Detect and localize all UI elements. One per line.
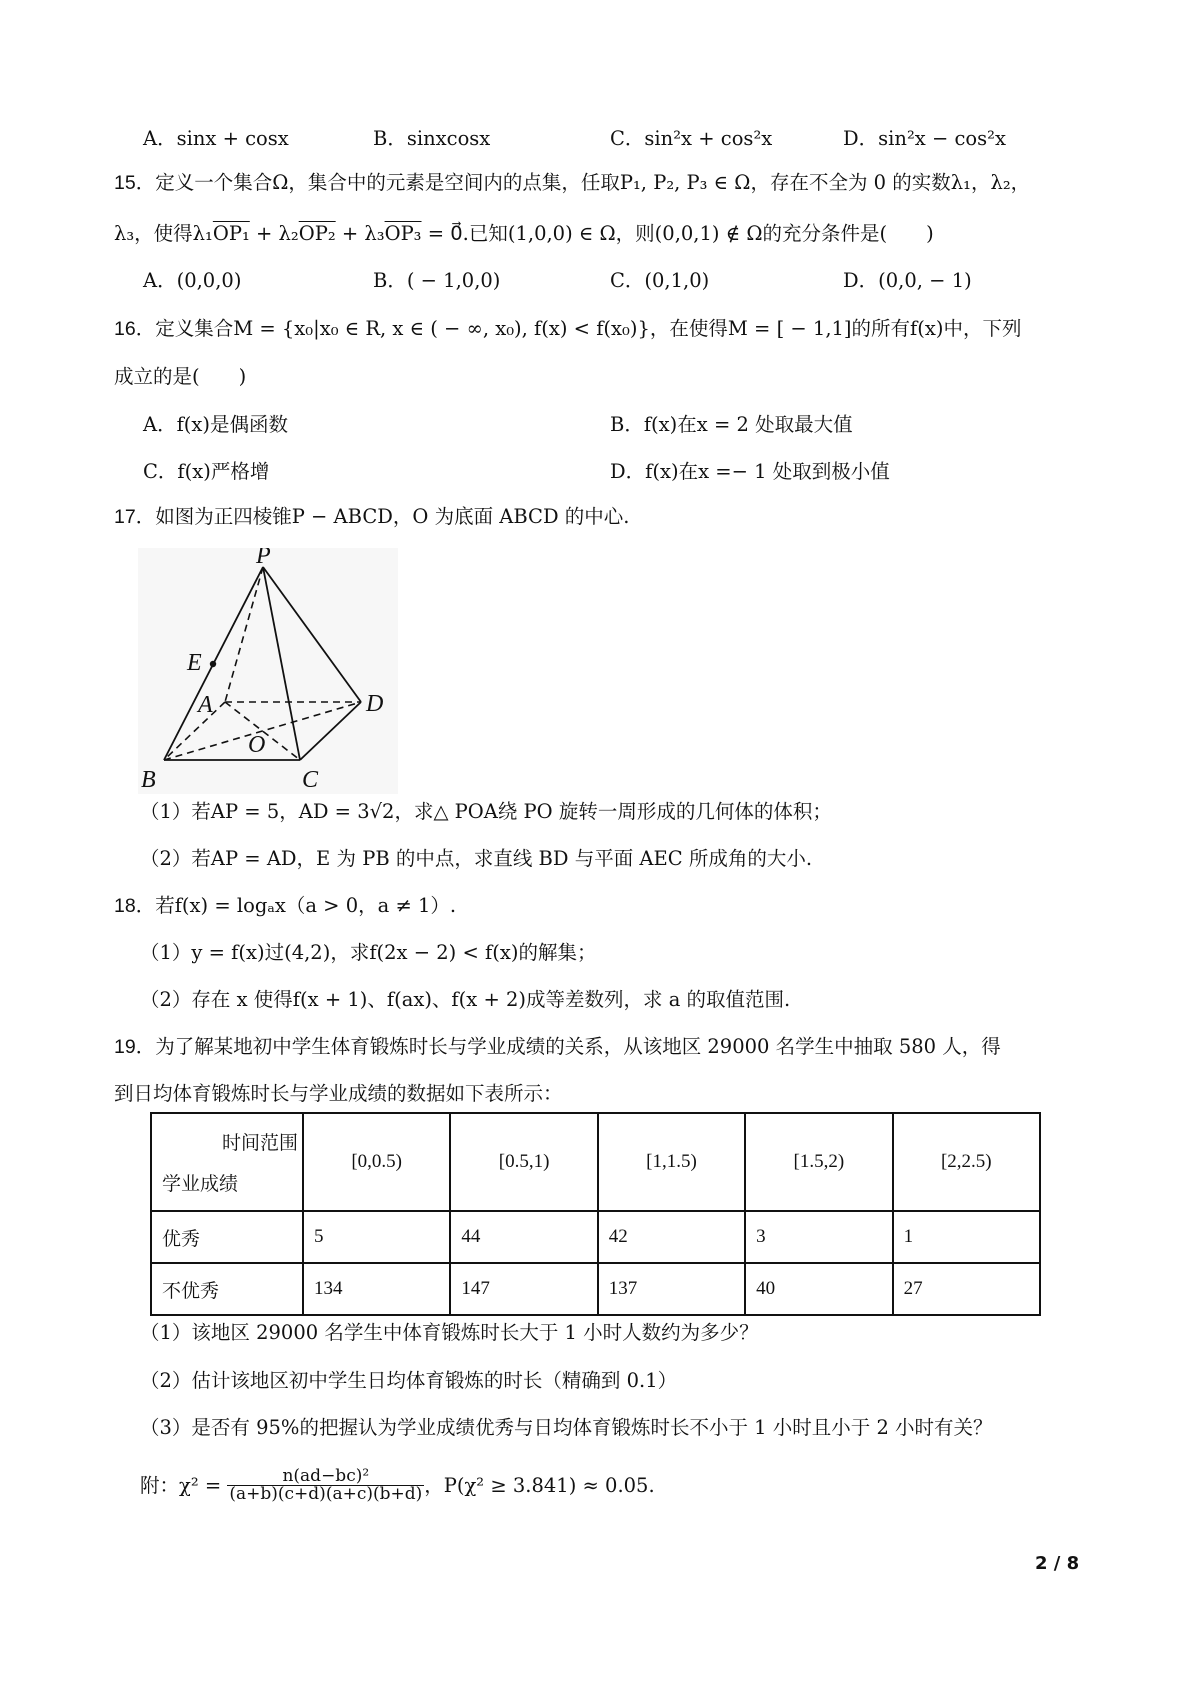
question-number: 18． — [114, 895, 156, 917]
option-text: (0,0, − 1) — [878, 269, 972, 292]
q19-stem-line2 — [114, 1081, 563, 1107]
option-label: D． — [843, 269, 879, 292]
q19-stem-line1 — [114, 1034, 1001, 1060]
column-header: [0,0.5) — [303, 1113, 450, 1211]
table-row — [151, 1263, 1040, 1315]
option-text: ( − 1,0,0) — [406, 269, 501, 292]
chi-square-appendix — [140, 1468, 655, 1503]
q16-option-c — [143, 459, 269, 485]
table-cell: 42 — [598, 1211, 745, 1263]
vector-op3: OP₃ — [384, 222, 422, 245]
column-header: [0.5,1) — [450, 1113, 597, 1211]
option-text: sin²x + cos²x — [644, 127, 773, 150]
q16-stem-line2 — [114, 364, 246, 390]
option-label: A． — [143, 413, 177, 436]
data-table — [150, 1112, 1041, 1316]
formula-denominator: (a+b)(c+d)(a+c)(b+d) — [229, 1484, 423, 1504]
question-number: 16． — [114, 318, 156, 340]
q19-sub2 — [140, 1368, 677, 1394]
q17-sub1 — [140, 799, 832, 825]
pyramid-figure — [138, 548, 398, 794]
question-number: 17． — [114, 506, 156, 528]
row-label: 优秀 — [151, 1211, 303, 1263]
label-e: E — [187, 650, 202, 676]
option-text: (0,1,0) — [644, 269, 710, 292]
table-cell: 3 — [745, 1211, 892, 1263]
q15-option-d — [843, 268, 972, 294]
row-label: 不优秀 — [151, 1263, 303, 1315]
label-p: P — [256, 548, 271, 569]
table-row — [151, 1211, 1040, 1263]
table-cell: 44 — [450, 1211, 597, 1263]
q19-text-2: 到日均体育锻炼时长与学业成绩的数据如下表所示： — [114, 1082, 563, 1105]
q14-option-c — [610, 126, 772, 152]
option-label: A． — [143, 127, 177, 150]
column-header: [1.5,2) — [745, 1113, 892, 1211]
q15-option-b — [373, 268, 500, 294]
q16-text-2: 成立的是( ) — [114, 365, 247, 388]
option-label: B． — [373, 269, 407, 292]
option-text: f(x)严格增 — [177, 460, 270, 483]
q15-text: 定义一个集合Ω，集合中的元素是空间内的点集，任取P₁, P₂, P₃ ∈ Ω，存在不全为 0 的实数λ₁，λ₂， — [155, 171, 1031, 194]
option-text: (0,0,0) — [176, 269, 242, 292]
q14-option-d — [843, 126, 1006, 152]
q15-stem-line2 — [114, 221, 934, 247]
q18-sub1-text: （1）y = f(x)过(4,2)，求f(2x − 2) < f(x)的解集； — [140, 941, 597, 964]
q15-text-a: λ₃，使得λ₁ — [114, 222, 213, 245]
corner-label-time: 时间范围 — [221, 1133, 298, 1154]
q18-text: 若f(x) = logₐx（a > 0，a ≠ 1）. — [155, 894, 457, 917]
q18-sub1 — [140, 940, 596, 966]
option-label: C． — [610, 269, 645, 292]
q14-option-b — [373, 126, 490, 152]
table-cell: 27 — [893, 1263, 1040, 1315]
corner-label-grade: 学业成绩 — [162, 1174, 239, 1195]
label-a: A — [198, 692, 213, 718]
q19-sub2-text: （2）估计该地区初中学生日均体育锻炼的时长（精确到 0.1） — [140, 1369, 678, 1392]
q16-option-d — [610, 459, 890, 485]
q15-plus2: + λ₃ — [335, 222, 385, 245]
table-corner-cell — [151, 1113, 303, 1211]
q19-sub1-text: （1）该地区 29000 名学生中体育锻炼时长大于 1 小时人数约为多少？ — [140, 1321, 759, 1344]
label-b: B — [141, 767, 156, 793]
appendix-suffix: ，P(χ² ≥ 3.841) ≈ 0.05. — [424, 1473, 655, 1497]
q15-option-c — [610, 268, 709, 294]
option-label: C． — [610, 127, 645, 150]
q14-option-a — [143, 126, 289, 152]
option-label: D． — [610, 460, 646, 483]
option-text: f(x)在x =− 1 处取到极小值 — [645, 460, 890, 483]
q17-sub1-text: （1）若AP = 5，AD = 3√2，求△ POA绕 PO 旋转一周形成的几何体的体积； — [140, 800, 832, 823]
q19-text: 为了解某地初中学生体育锻炼时长与学业成绩的关系，从该地区 29000 名学生中抽取 580 人，得 — [155, 1035, 1001, 1058]
q16-option-a — [143, 412, 288, 438]
option-text: sinx + cosx — [176, 127, 289, 150]
table-cell: 137 — [598, 1263, 745, 1315]
q15-stem-line1 — [114, 170, 1030, 196]
q17-stem — [114, 504, 630, 530]
label-o: O — [248, 732, 266, 758]
q19-sub3-text: （3）是否有 95%的把握认为学业成绩优秀与日均体育锻炼时长不小于 1 小时且小于 2 小时有关？ — [140, 1416, 993, 1439]
appendix-prefix: 附：χ² = — [140, 1473, 228, 1497]
table-cell: 147 — [450, 1263, 597, 1315]
table-cell: 1 — [893, 1211, 1040, 1263]
figure-background — [138, 548, 398, 794]
vector-op1: OP₁ — [212, 222, 250, 245]
q15-option-a — [143, 268, 241, 294]
q15-plus1: + λ₂ — [249, 222, 299, 245]
table-header-row — [151, 1113, 1040, 1211]
q19-sub3 — [140, 1415, 993, 1441]
option-text: f(x)是偶函数 — [176, 413, 289, 436]
point-e — [210, 661, 216, 667]
label-d: D — [366, 691, 384, 717]
q18-stem — [114, 893, 456, 919]
q18-sub2-text: （2）存在 x 使得f(x + 1)、f(ax)、f(x + 2)成等差数列，求 a 的取值范围. — [140, 988, 791, 1011]
q19-sub1 — [140, 1320, 759, 1346]
page-number: 2 / 8 — [1035, 1553, 1080, 1574]
formula-numerator: n(ad−bc)² — [227, 1468, 424, 1486]
question-number: 19． — [114, 1036, 156, 1058]
column-header: [1,1.5) — [598, 1113, 745, 1211]
q16-text: 定义集合M = {x₀|x₀ ∈ R, x ∈ ( − ∞, x₀), f(x) < f(x₀)}，在使得M = [ − 1,1]的所有f(x)中，下列 — [155, 317, 1022, 340]
column-header: [2,2.5) — [893, 1113, 1040, 1211]
table-cell: 5 — [303, 1211, 450, 1263]
q17-sub2 — [140, 846, 812, 872]
option-text: sin²x − cos²x — [878, 127, 1006, 150]
option-label: B． — [610, 413, 644, 436]
vector-op2: OP₂ — [298, 222, 336, 245]
q18-sub2 — [140, 987, 790, 1013]
question-number: 15． — [114, 172, 156, 194]
option-text: sinxcosx — [406, 127, 491, 150]
option-label: C． — [143, 460, 178, 483]
option-label: B． — [373, 127, 407, 150]
q16-stem-line1 — [114, 316, 1021, 342]
table-cell: 40 — [745, 1263, 892, 1315]
option-label: D． — [843, 127, 879, 150]
option-text: f(x)在x = 2 处取最大值 — [643, 413, 853, 436]
label-c: C — [302, 767, 319, 793]
q17-text: 如图为正四棱锥P − ABCD，O 为底面 ABCD 的中心. — [155, 505, 630, 528]
table-cell: 134 — [303, 1263, 450, 1315]
option-label: A． — [143, 269, 177, 292]
q15-text-b: = 0⃗.已知(1,0,0) ∈ Ω，则(0,0,1) ∉ Ω的充分条件是( ) — [421, 222, 934, 245]
q17-sub2-text: （2）若AP = AD，E 为 PB 的中点，求直线 BD 与平面 AEC 所成角的大小. — [140, 847, 813, 870]
chi-square-formula — [227, 1468, 424, 1503]
q16-option-b — [610, 412, 853, 438]
